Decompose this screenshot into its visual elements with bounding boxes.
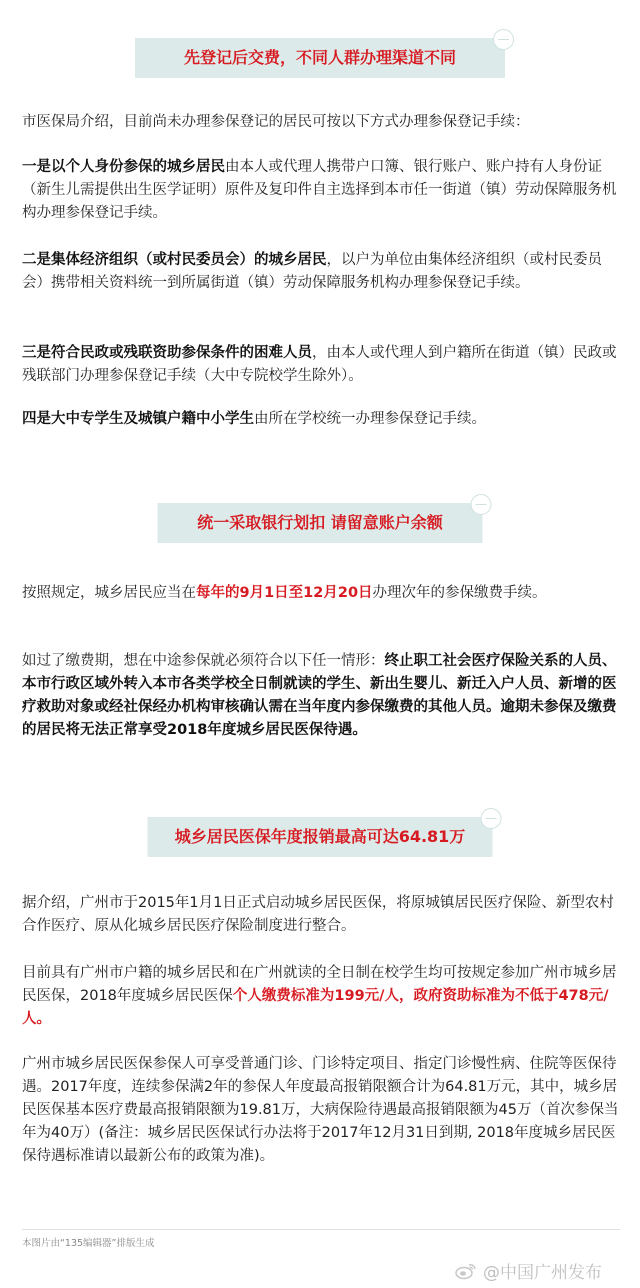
- weibo-watermark: [455, 1258, 602, 1283]
- editor-credit: 本图片由“135编辑器”排版生成: [22, 1238, 155, 1249]
- intro-paragraph: 市医保局介绍，目前尚未办理参保登记的居民可按以下方式办理参保登记手续：: [22, 114, 530, 130]
- section-title-text: 先登记后交费，不同人群办理渠道不同: [183, 48, 456, 67]
- section-title-text: 城乡居民医保年度报销最高可达64.81万: [174, 827, 466, 846]
- launch-paragraph: 据介绍，广州市于2015年1月1日正式启动城乡居民医保，将原城镇居民医疗保险、新型农村合作医疗、原从化城乡居民医疗保险制度进行整合。: [22, 895, 614, 934]
- section-title-text: 统一采取银行划扣 请留意账户余额: [197, 513, 443, 532]
- corner-decoration-icon: [493, 29, 514, 50]
- item-hardship: 三是符合民政或残联资助参保条件的困难人员，由本人或代理人到户籍所在街道（镇）民政或残联部门办理参保登记手续（大中专院校学生除外）。: [22, 345, 617, 384]
- item-students: 四是大中专学生及城镇户籍中小学生由所在学校统一办理参保登记手续。: [22, 411, 486, 427]
- contribution-paragraph: 目前具有广州市户籍的城乡居民和在广州就读的全日制在校学生均可按规定参加广州市城乡居民医保，2018年度城乡居民医保个人缴费标准为199元/人，政府资助标准为不低于478元/人。: [22, 965, 617, 1027]
- late-enrollment-paragraph: 如过了缴费期，想在中途参保就必须符合以下任一情形：终止职工社会医疗保险关系的人员、本市行政区域外转入本市各类学校全日制就读的学生、新出生婴儿、新迁入户人员、新增的医疗救助对象或经社保经办机构审核确认需在当年度内参保缴费的其他人员。逾期未参保及缴费的居民将无法正常享受2018年度城乡居民医保待遇。: [22, 653, 617, 738]
- footer-divider: [22, 1229, 620, 1230]
- payment-period-paragraph: 按照规定，城乡居民应当在每年的9月1日至12月20日办理次年的参保缴费手续。: [22, 585, 547, 601]
- section-title-register: [135, 38, 505, 78]
- corner-decoration-icon: [481, 808, 502, 829]
- section-title-reimbursement: [148, 817, 493, 857]
- watermark-text: @中国广州发布: [483, 1263, 602, 1283]
- weibo-icon: [455, 1262, 477, 1280]
- section-title-bank: [158, 503, 483, 543]
- item-individual: 一是以个人身份参保的城乡居民由本人或代理人携带户口簿、银行账户、账户持有人身份证（新生儿需提供出生医学证明）原件及复印件自主选择到本市任一街道（镇）劳动保障服务机构办理参保登记手续。: [22, 159, 617, 221]
- corner-decoration-icon: [471, 494, 492, 515]
- item-collective: 二是集体经济组织（或村民委员会）的城乡居民，以户为单位由集体经济组织（或村民委员会）携带相关资料统一到所属街道（镇）劳动保障服务机构办理参保登记手续。: [22, 252, 602, 291]
- benefits-paragraph: 广州市城乡居民医保参保人可享受普通门诊、门诊特定项目、指定门诊慢性病、住院等医保待遇。2017年度，连续参保满2年的参保人年度最高报销限额合计为64.81万元，其中，城乡居民医保基本医疗费最高报销限额为19.81万，大病保险待遇最高报销限额为45万（首次参保当年为40万）(备注：城乡居民医保试行办法将于2017年12月31日到期, 2018年度城乡居民医保待遇标准请以最新公布的政策为准)。: [22, 1056, 619, 1164]
